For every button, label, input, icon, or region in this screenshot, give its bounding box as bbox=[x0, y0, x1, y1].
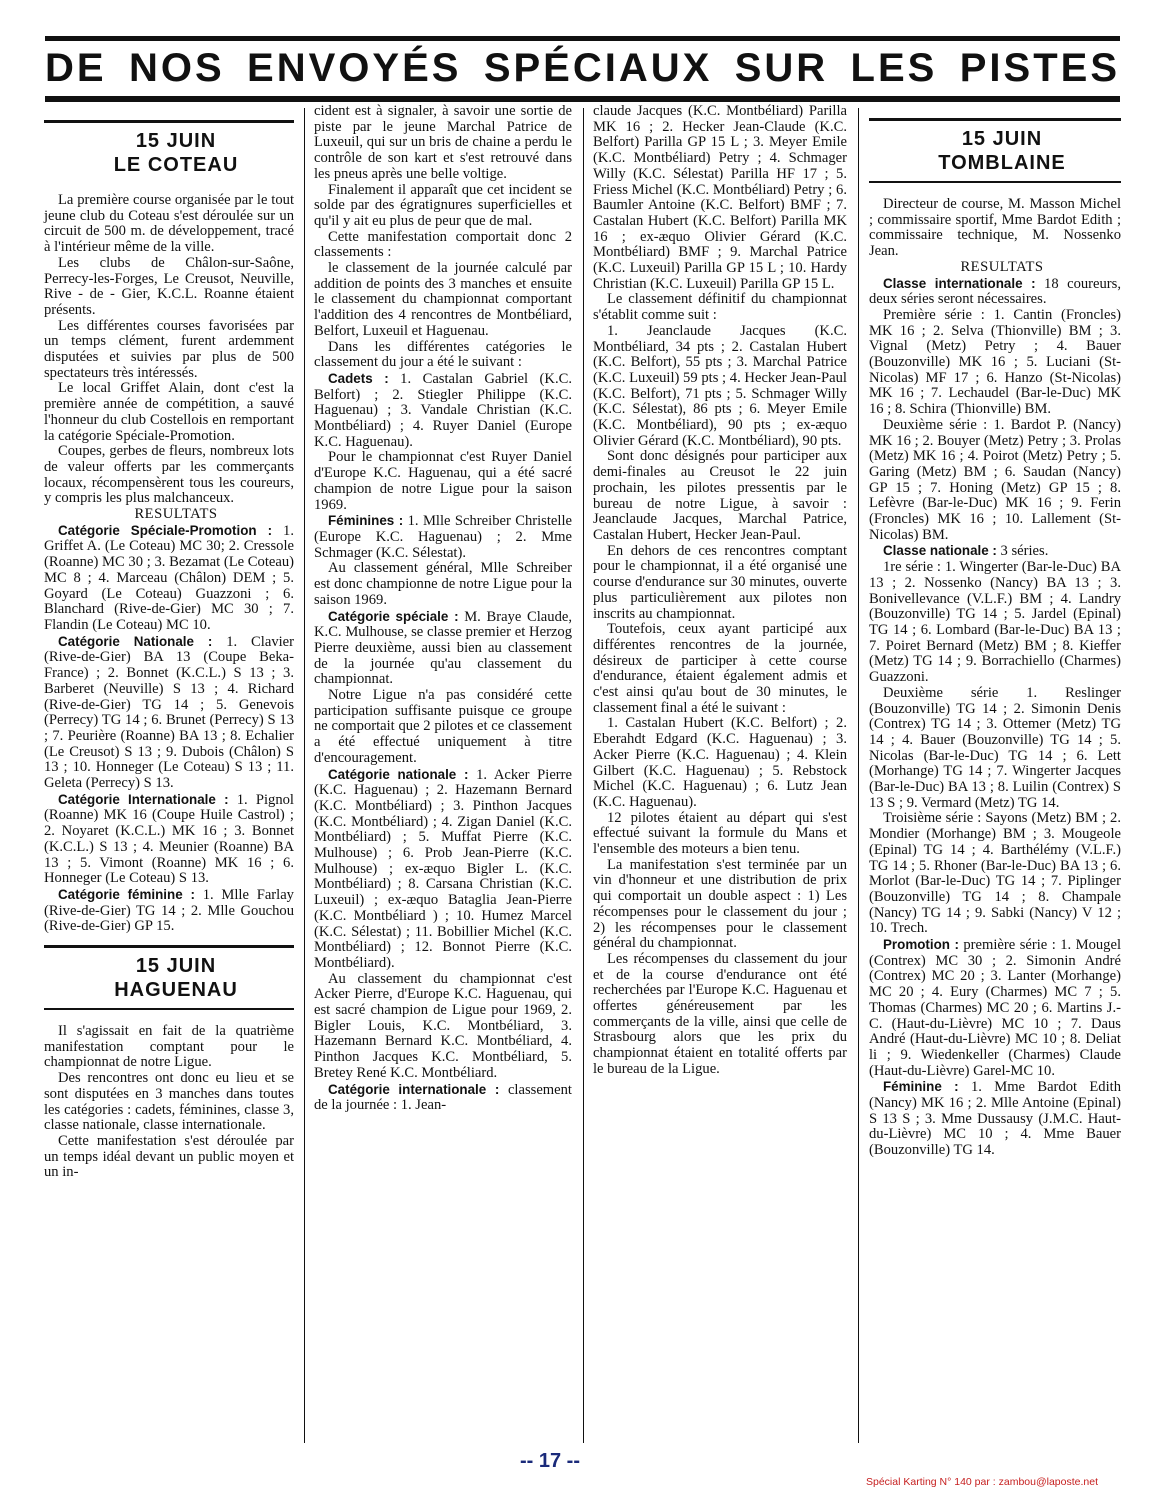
category-text: M. Braye Claude, K.C. Mulhouse, se classe premier et Herzog Pierre deuxième, aussi bien au classement de la journée qu'au classement du championnat. bbox=[314, 608, 572, 688]
article-paragraph: 12 pilotes étaient au départ qui s'est effectué suivant la formule du Mans et l'ensemble des moteurs a bien tenu. bbox=[593, 809, 847, 858]
scan-credit: Spécial Karting N° 140 par : zambou@laposte.net bbox=[866, 1476, 1098, 1488]
article-paragraph: Toutefois, ceux ayant participé aux différentes rencontres de la journée, désireux de participer à cette course d'endurance, étaient également admis et c'est ainsi qu'au bout de 30 minutes, le classement final a été le suivant : bbox=[593, 621, 847, 716]
article-paragraph: Notre Ligue n'a pas considéré cette participation suffisante puisque ce groupe ne comportait que 2 pilotes et ce classement a été effectué uniquement à titre d'encouragement. bbox=[314, 687, 572, 766]
article-paragraph: Des rencontres ont donc eu lieu et se sont disputées en 3 manches dans toutes les catégories : cadets, féminines, classe 3, classe nationale, classe internationale. bbox=[44, 1070, 294, 1134]
category-label: Catégorie Internationale : bbox=[58, 791, 229, 807]
category-text: 1. Pignol (Roanne) MK 16 (Coupe Huile Castrol) ; 2. Noyaret (K.C.L.) MK 16 ; 3. Bonnet (K.C.L.) S 13 ; 4. Meunier (Roanne) BA 13 ; 5. Vimont (Roanne) MK 16 ; 6. Honneger (Le Coteau) S 13. bbox=[44, 791, 294, 887]
column-2 bbox=[314, 104, 572, 1114]
section-place: TOMBLAINE bbox=[938, 152, 1066, 174]
results-paragraph bbox=[869, 937, 1121, 1079]
section-date: 15 JUIN bbox=[135, 955, 217, 978]
column-1 bbox=[44, 120, 294, 1181]
article-paragraph: Le classement définitif du championnat s'établit comme suit : bbox=[593, 291, 847, 324]
category-text: 3 séries. bbox=[996, 543, 1049, 560]
category-text: 1. Acker Pierre (K.C. Haguenau) ; 2. Hazemann Bernard (K.C. Montbéliard) ; 3. Pinthon Jacques (K.C. Montbéliard) ; 4. Zigan Daniel (K.C. Montbéliard) ; 5. Muffat Pierre (K.C. Mulhouse) ; 6. Prob Jean-Pierre (K.C. Mulhouse) ; ex-æquo Bigler L. (K.C. Montbéliard) ; 8. Carsana Christian (K.C. Luxeuil) ; ex-æquo Bataglia Jean-Pierre (K.C. Montbéliard ) ; 10. Humez Marcel (K.C. Sélestat) ; 11. Bobillier Michel (K.C. Montbéliard) ; 12. Bonnot Pierre (K.C. Montbéliard). bbox=[314, 766, 572, 971]
section-date: 15 JUIN bbox=[961, 128, 1043, 150]
article-paragraph: 1. Castalan Hubert (K.C. Belfort) ; 2. Eberahdt Edgard (K.C. Haguenau) ; 3. Acker Pierre (K.C. Haguenau) ; 4. Klein Gilbert (K.C. Haguenau) ; 5. Rebstock Michel (K.C. Haguenau) ; 6. Lutz Jean (K.C. Haguenau). bbox=[593, 715, 847, 810]
results-paragraph: Première série : 1. Cantin (Froncles) MK 16 ; 2. Selva (Thionville) BM ; 3. Vignal (Metz) Petry ; 4. Bauer (Bouzonville) MK 16 ; 5. Luciani (St-Nicolas) MF 17 ; 6. Hanzo (St-Nicolas) MK 16 ; 7. Lechaudel (Bar-le-Duc) MK 16 ; 8. Schira (Thionville) BM. bbox=[869, 306, 1121, 418]
category-label: Féminine : bbox=[883, 1079, 959, 1095]
article-paragraph: Au classement général, Mlle Schreiber est donc championne de notre Ligue pour la saison 1969. bbox=[314, 560, 572, 608]
results-paragraph bbox=[314, 371, 572, 451]
results-paragraph: Deuxième série 1. Reslinger (Bouzonville) TG 14 ; 2. Simonin Denis (Contrex) TG 14 ; 3. Ottemer (Metz) TG 14 ; 4. Bauer (Bouzonville) TG 14 ; 5. Nicolas (Bar-le-Duc) TG 14 ; 6. Lett (Morhange) TG 14 ; 7. Wingerter Jacques (Bar-le-Duc) BA 13 ; 8. Luilin (Contrex) S 13 S ; 9. Vermard (Metz) TG 14. bbox=[869, 684, 1121, 811]
results-paragraph bbox=[44, 887, 294, 935]
article-paragraph: le classement de la journée calculé par addition de points des 3 manches et ensuite le classement du championnat comportant l'addition des 4 rencontres de Montbéliard, Belfort, Luxeuil et Haguenau. bbox=[314, 260, 572, 339]
results-paragraph bbox=[869, 543, 1121, 560]
category-text: 1. Clavier (Rive-de-Gier) BA 13 (Coupe Beka-France) ; 2. Bonnet (K.C.L.) S 13 ; 3. Barberet (Neuville) S 13 ; 4. Richard (Rive-de-Gier) TG 14 ; 5. Genevois (Perrecy) TG 14 ; 6. Brunet (Perrecy) S 13 ; 7. Peurière (Roanne) BA 13 ; 8. Echalier (Le Creusot) S 13 ; 9. Dubois (Châlon) S 13 ; 10. Honneger (Le Coteau) S 13 ; 11. Geleta (Perrecy) S 13. bbox=[44, 633, 295, 792]
article-paragraph: 1. Jeanclaude Jacques (K.C. Montbéliard, 34 pts ; 2. Castalan Hubert (K.C. Belfort), 55 pts ; 3. Marchal Patrice (K.C. Luxeuil) 59 pts ; 4. Hecker Jean-Paul (K.C. Belfort), 71 pts ; 5. Schmager Willy (K.C. Sélestat), 86 pts ; 6. Meyer Emile (K.C. Montbéliard), 90 pts ; ex-æquo Olivier Gérard (K.C. Montbéliard), 90 pts. bbox=[593, 322, 847, 449]
article-paragraph: Finalement il apparaît que cet incident se solde par des égratignures superficielles et qu'il y ait eu plus de peur que de mal. bbox=[314, 181, 572, 229]
category-text: 18 coureurs, deux séries seront nécessaires. bbox=[869, 275, 1121, 308]
column-divider-2 bbox=[583, 108, 584, 1443]
results-paragraph bbox=[314, 1082, 572, 1114]
results-paragraph bbox=[44, 523, 294, 634]
article-paragraph: En dehors de ces rencontres comptant pour le championnat, il a été organisé une course d'endurance sur 30 minutes, ouverte plus particulièrement aux pilotes non inscrits au championnat. bbox=[593, 542, 847, 622]
article-paragraph: Les récompenses du classement du jour et de la course d'endurance ont été recherchées par l'Europe K.C. Haguenau et offertes généreusement par les commerçants de la ville, ainsi que celle de Strasbourg alors que les prix du championnat étaient en totalité offerts par le bureau de la Ligue. bbox=[593, 950, 847, 1077]
results-label: RESULTATS bbox=[134, 506, 218, 523]
article-paragraph: Cette manifestation s'est déroulée par un temps idéal devant un public moyen et un in- bbox=[44, 1132, 294, 1181]
page-number: -- 17 -- bbox=[520, 1450, 580, 1472]
category-text: 1. Griffet A. (Le Coteau) MC 30; 2. Cressole (Roanne) MC 30 ; 3. Bezamat (Le Coteau) MC 8 ; 4. Marceau (Châlon) DEM ; 5. Goyard (Le Coteau) Guazzoni ; 6. Blanchard (Rive-de-Gier) MC 30 ; 7. Flandin (Le Coteau) MC 10. bbox=[44, 522, 294, 633]
article-paragraph: Directeur de course, M. Masson Michel ; commissaire sportif, Mme Bardot Edith ; commissaire technique, M. Nossenko Jean. bbox=[869, 196, 1121, 260]
category-label: Catégorie féminine : bbox=[58, 886, 195, 902]
section-haguenau-header bbox=[44, 945, 294, 1010]
category-label: Féminines : bbox=[328, 513, 404, 529]
results-paragraph bbox=[314, 513, 572, 561]
article-paragraph: La première course organisée par le tout jeune club du Coteau s'est déroulée sur un circuit de 500 m. de développement, tracé à l'intérieur même de la ville. bbox=[44, 192, 294, 256]
article-paragraph: La manifestation s'est terminée par un vin d'honneur et une distribution de prix qui comportait un double aspect : 1) Les récompenses pour le classement du jour ; 2) les récompenses pour le classement général du championnat. bbox=[593, 856, 847, 952]
category-label: Catégorie Spéciale-Promotion : bbox=[58, 522, 273, 538]
results-label: RESULTATS bbox=[960, 258, 1044, 275]
category-label: Classe nationale : bbox=[883, 543, 997, 559]
section-date: 15 JUIN bbox=[135, 130, 217, 152]
article-paragraph: Coupes, gerbes de fleurs, nombreux lots de valeur offerts par les commerçants locaux, récompensèrent tous les coureurs, y compris les plus malchanceux. bbox=[44, 443, 294, 507]
results-paragraph bbox=[314, 609, 572, 689]
article-paragraph: Sont donc désignés pour participer aux demi-finales au Creusot le 22 juin prochain, les pilotes pressentis par le bureau de notre Ligue, à savoir : Jeanclaude Jacques, Marchal Patrice, Castalan Hubert, Hecker Jean-Paul. bbox=[593, 448, 847, 543]
results-paragraph: Deuxième série : 1. Bardot P. (Nancy) MK 16 ; 2. Bouyer (Metz) Petry ; 3. Prolas (Metz) MK 16 ; 4. Poirot (Metz) Petry ; 5. Garing (Metz) BM ; 6. Saudan (Nancy) GP 15 ; 7. Honing (Metz) GP 15 ; 8. Lefèvre (Bar-le-Duc) MK 16 ; 9. Ferin (Froncles) MK 16 ; 10. Lallement (St-Nicolas) BM. bbox=[869, 416, 1121, 543]
category-text: 1. Mlle Farlay (Rive-de-Gier) TG 14 ; 2. Mlle Gouchou (Rive-de-Gier) GP 15. bbox=[44, 886, 294, 935]
category-text: 1. Castalan Gabriel (K.C. Belfort) ; 2. Stiegler Philippe (K.C. Haguenau) ; 3. Vandale Christian (K.C. Montbéliard) ; 4. Ruyer Daniel (Europe K.C. Haguenau). bbox=[314, 370, 572, 450]
article-paragraph: Les clubs de Châlon-sur-Saône, Perrecy-les-Forges, Le Creusot, Neuville, Rive - de - Gier, K.C.L. Roanne étaient présents. bbox=[44, 254, 294, 318]
results-paragraph: Troisième série : Sayons (Metz) BM ; 2. Mondier (Morhange) BM ; 3. Mougeole (Epinal) TG 14 ; 4. Barthélémy (V.L.F.) TG 14 ; 5. Rhoner (Bar-le-Duc) BA 13 ; 6. Morlot (Bar-le-Duc) TG 14 ; 7. Piplinger (Bouzonville) TG 14 ; 8. Champale (Nancy) TG 14 ; 9. Sabki (Nancy) V 12 ; 10. Trech. bbox=[869, 810, 1121, 937]
article-paragraph: Il s'agissait en fait de la quatrième manifestation comptant pour le championnat de notre Ligue. bbox=[44, 1023, 294, 1071]
article-paragraph: Pour le championnat c'est Ruyer Daniel d'Europe K.C. Haguenau, qui a été sacré champion de notre Ligue pour la saison 1969. bbox=[314, 449, 572, 513]
category-label: Catégorie spéciale : bbox=[328, 608, 459, 624]
section-place: LE COTEAU bbox=[113, 154, 239, 176]
article-paragraph: Le local Griffet Alain, dont c'est la première année de compétition, a sauvé l'honneur du club Costellois en remportant la catégorie Spéciale-Promotion. bbox=[44, 380, 294, 444]
top-rule bbox=[45, 36, 1120, 41]
category-label: Catégorie internationale : bbox=[328, 1081, 500, 1097]
article-paragraph: Au classement du championnat c'est Acker Pierre, d'Europe K.C. Haguenau, qui est sacré champion de Ligue pour 1969, 2. Bigler Louis, K.C. Montbéliard, 3. Hazemann Bernard K.C. Montbéliard, 4. Pinthon Jacques K.C. Montbéliard, 5. Bretey René K.C. Montbéliard. bbox=[314, 970, 572, 1081]
column-divider-3 bbox=[858, 108, 859, 1443]
results-paragraph bbox=[44, 792, 294, 887]
category-label: Catégorie nationale : bbox=[328, 766, 469, 782]
category-text: 1. Mlle Schreiber Christelle (Europe K.C. Haguenau) ; 2. Mme Schmager (K.C. Sélestat). bbox=[314, 513, 572, 561]
results-paragraph bbox=[869, 276, 1121, 308]
category-label: Classe internationale : bbox=[883, 275, 1036, 291]
category-label: Cadets : bbox=[328, 370, 389, 386]
results-paragraph bbox=[869, 1079, 1121, 1159]
article-paragraph: Dans les différentes catégories le classement du jour a été le suivant : bbox=[314, 338, 572, 371]
section-tomblaine-header bbox=[869, 118, 1121, 183]
article-paragraph: Cette manifestation comportait donc 2 classements : bbox=[314, 228, 572, 261]
category-text: classement de la journée : 1. Jean- bbox=[314, 1081, 572, 1114]
article-paragraph: cident est à signaler, à savoir une sortie de piste par le jeune Marchal Patrice de Luxeuil, qui sur un bris de chaine a perdu le contrôle de son kart et s'est retrouvé dans les pneus après une belle voltige. bbox=[314, 103, 572, 182]
section-place: HAGUENAU bbox=[114, 979, 238, 1002]
column-3 bbox=[593, 104, 847, 1078]
category-label: Catégorie Nationale : bbox=[58, 633, 213, 649]
category-text: première série : 1. Mougel (Contrex) MC 30 ; 2. Simonin André (Contrex) MC 20 ; 3. Lanter (Morhange) MC 20 ; 4. Eury (Charmes) MC 7 ; 5. Thomas (Charmes) MC 20 ; 6. Martins J.-C. (Haut-du-Lièvre) MC 10 ; 7. Daus André (Haut-du-Lièvre) MC 10 ; 8. Deliat li ; 9. Wiedenkeller (Charmes) Claude (Haut-du-Lièvre) Garel-MC 10. bbox=[869, 937, 1121, 1079]
category-label: Promotion : bbox=[883, 937, 959, 953]
results-paragraph bbox=[44, 634, 294, 792]
results-paragraph bbox=[314, 767, 572, 972]
category-text: 1. Mme Bardot Edith (Nancy) MK 16 ; 2. Mlle Antoine (Epinal) S 13 S ; 3. Mme Dussausy (J.M.C. Haut-du-Lièvre) MC 10 ; 4. Mme Bauer (Bouzonville) TG 14. bbox=[869, 1079, 1121, 1159]
results-paragraph: 1re série : 1. Wingerter (Bar-le-Duc) BA 13 ; 2. Nossenko (Nancy) BA 13 ; 3. Bonivellevance (V.L.F.) BM ; 4. Landry (Bouzonville) TG 14 ; 5. Jardel (Epinal) TG 14 ; 6. Lombard (Bar-le-Duc) BA 13 ; 7. Poiret Bernard (Metz) BM ; 8. Kieffer (Metz) TG 14 ; 9. Borrachiello (Charmes) Guazzoni. bbox=[869, 559, 1121, 686]
banner-title: DE NOS ENVOYÉS SPÉCIAUX SUR LES PISTES bbox=[45, 46, 1120, 90]
section-le-coteau-header bbox=[44, 120, 294, 177]
article-paragraph: Les différentes courses favorisées par un temps clément, furent ardemment disputées et suivies par plus de 500 spectateurs très intéressés. bbox=[44, 317, 294, 381]
article-paragraph: claude Jacques (K.C. Montbéliard) Parilla MK 16 ; 2. Hecker Jean-Claude (K.C. Belfort) Parilla GP 15 L ; 3. Meyer Emile (K.C. Montbéliard) Petry ; 4. Schmager Willy (K.C. Sélestat) Parilla HF 17 ; 5. Friess Michel (K.C. Montbéliard) Petry ; 6. Baumler Antoine (K.C. Belfort) BMF ; 7. Castalan Hubert (K.C. Belfort) Parilla MK 16 ; ex-æquo Olivier Gérard (K.C. Montbéliard) BMF ; 9. Marchal Patrice (K.C. Luxeuil) Parilla GP 15 L ; 10. Hardy Christian (K.C. Luxeuil) Parilla GP 15 L. bbox=[593, 103, 847, 292]
column-divider-1 bbox=[304, 108, 305, 1443]
column-4 bbox=[869, 118, 1121, 1159]
banner-rule bbox=[45, 96, 1120, 102]
